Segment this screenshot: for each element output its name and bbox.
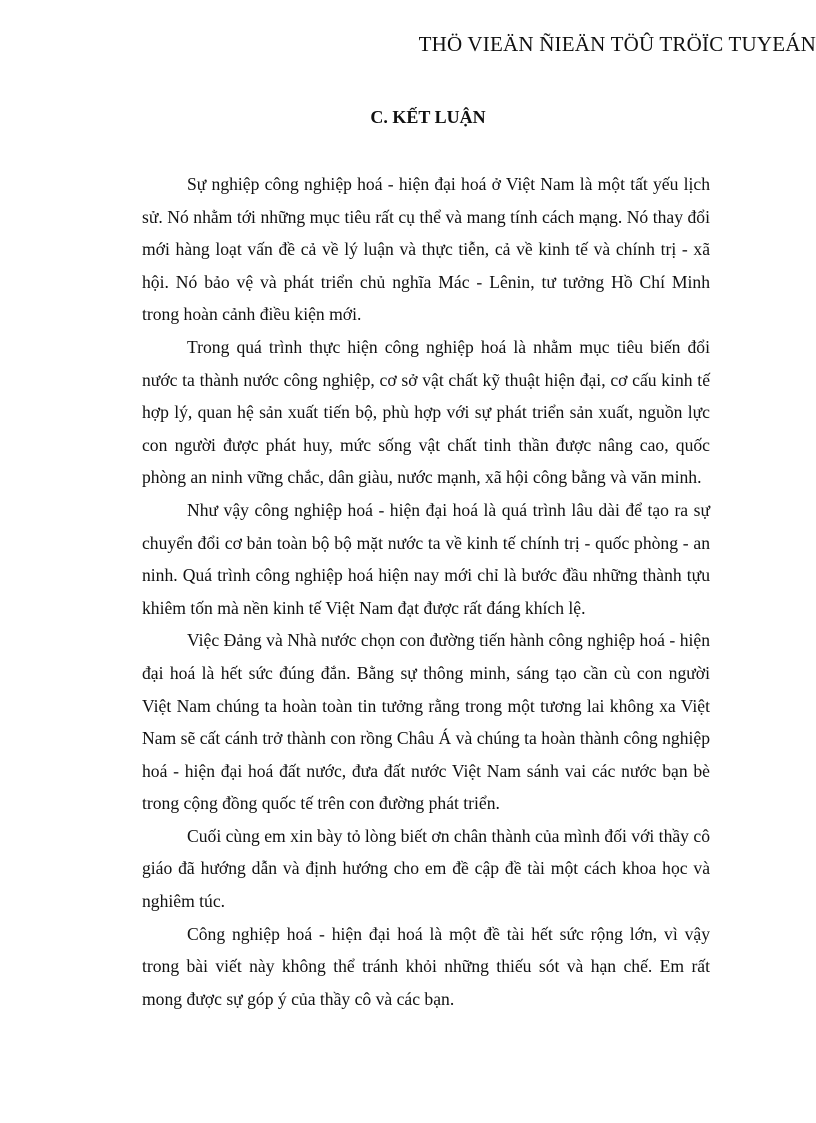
paragraph-3: Như vậy công nghiệp hoá - hiện đại hoá là quá trình lâu dài để tạo ra sự chuyển đổi cơ bản toàn bộ bộ mặt nước ta về kinh tế chính trị - quốc phòng - an ninh. Quá trình công nghiệp hoá hiện nay mới chỉ là bước đầu những thành tựu khiêm tốn mà nền kinh tế Việt Nam đạt được rất đáng khích lệ. [142,499,710,618]
paragraph-5: Cuối cùng em xin bày tỏ lòng biết ơn chân thành của mình đối với thầy cô giáo đã hướng dẫn và định hướng cho em đề cập đề tài một cách khoa học và nghiêm túc. [142,825,710,912]
paragraph-1: Sự nghiệp công nghiệp hoá - hiện đại hoá ở Việt Nam là một tất yếu lịch sử. Nó nhằm tới những mục tiêu rất cụ thể và mang tính cách mạng. Nó thay đổi mới hàng loạt vấn đề cả về lý luận và thực tiễn, cả về kinh tế và chính trị - xã hội. Nó bảo vệ và phát triển chủ nghĩa Mác - Lênin, tư tưởng Hồ Chí Minh trong hoàn cảnh điều kiện mới. [142,174,710,325]
running-header: THÖ VIEÄN ÑIEÄN TÖÛ TRÖÏC TUYEÁN [418,32,816,56]
section-title: C. KẾT LUẬN [370,107,486,127]
paragraph-6: Công nghiệp hoá - hiện đại hoá là một đề tài hết sức rộng lớn, vì vậy trong bài viết này không thể tránh khỏi những thiếu sót và hạn chế. Em rất mong được sự góp ý của thầy cô và các bạn. [142,923,710,1009]
body-text [142,168,710,1015]
paragraph-4: Việc Đảng và Nhà nước chọn con đường tiến hành công nghiệp hoá - hiện đại hoá là hết sức đúng đắn. Bằng sự thông minh, sáng tạo cần cù con người Việt Nam chúng ta hoàn toàn tin tưởng rằng trong một tương lai không xa Việt Nam sẽ cất cánh trở thành con rồng Châu Á và chúng ta hoàn thành công nghiệp hoá - hiện đại hoá đất nước, đưa đất nước Việt Nam sánh vai các nước bạn bè trong cộng đồng quốc tế trên con đường phát triển. [142,630,710,814]
paragraph-2: Trong quá trình thực hiện công nghiệp hoá là nhằm mục tiêu biến đổi nước ta thành nước công nghiệp, cơ sở vật chất kỹ thuật hiện đại, cơ cấu kinh tế hợp lý, quan hệ sản xuất tiến bộ, phù hợp với sự phát triển sản xuất, nguồn lực con người được phát huy, mức sống vật chất tinh thần được nâng cao, quốc phòng an ninh vững chắc, dân giàu, nước mạnh, xã hội công bằng và văn minh. [142,336,710,488]
